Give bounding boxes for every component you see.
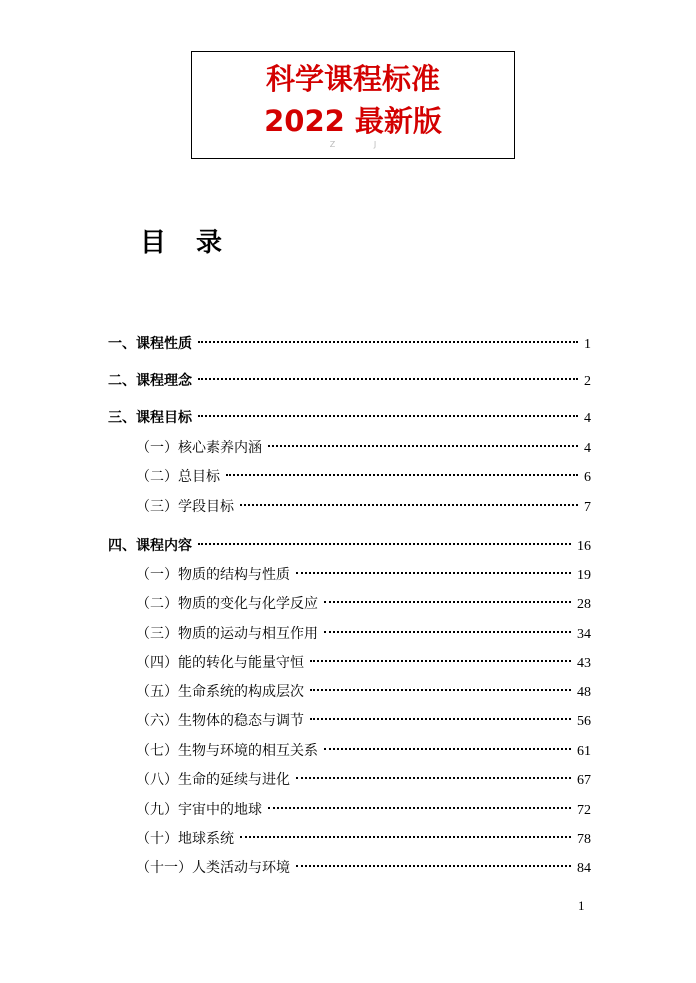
toc-label: （十一）人类活动与环境 <box>136 860 290 876</box>
toc-entry[interactable] <box>108 334 591 354</box>
toc-entry[interactable] <box>136 741 591 761</box>
toc-label: 三、课程目标 <box>108 410 192 426</box>
toc-leader <box>296 865 571 867</box>
toc-page-number: 4 <box>584 411 591 426</box>
toc-label: （一）物质的结构与性质 <box>136 567 290 583</box>
toc-leader <box>324 631 571 633</box>
toc-leader <box>324 748 571 750</box>
toc-leader <box>198 378 578 380</box>
page-number: 1 <box>578 898 585 913</box>
page-title: 目录 <box>140 228 253 258</box>
toc-label: （四）能的转化与能量守恒 <box>136 655 304 671</box>
document-edition: 2022 最新版 <box>264 104 442 138</box>
toc-entry[interactable] <box>136 829 591 849</box>
toc-entry[interactable] <box>136 653 591 673</box>
toc-page-number: 48 <box>577 685 591 700</box>
toc-label: （七）生物与环境的相互关系 <box>136 743 318 759</box>
toc-leader <box>310 718 571 720</box>
toc-label: （三）物质的运动与相互作用 <box>136 626 318 642</box>
toc-leader <box>198 341 578 343</box>
toc-page-number: 19 <box>577 568 591 583</box>
toc-page-number: 4 <box>584 441 591 456</box>
toc-entry[interactable] <box>136 682 591 702</box>
toc-label: （八）生命的延续与进化 <box>136 772 290 788</box>
toc-leader <box>268 445 578 447</box>
toc-entry[interactable] <box>108 408 591 428</box>
toc-label: （十）地球系统 <box>136 831 234 847</box>
toc-label: （二）物质的变化与化学反应 <box>136 596 318 612</box>
toc-page-number: 67 <box>577 773 591 788</box>
toc-leader <box>296 777 571 779</box>
toc-leader <box>198 415 578 417</box>
toc-entry[interactable] <box>136 711 591 731</box>
toc-entry[interactable] <box>136 858 591 878</box>
toc-label: 四、课程内容 <box>108 538 192 554</box>
document-title: 科学课程标准 <box>265 62 440 96</box>
toc-page-number: 16 <box>577 539 591 554</box>
toc-page-number: 28 <box>577 597 591 612</box>
toc-page-number: 7 <box>584 500 591 515</box>
toc-entry[interactable] <box>136 467 591 487</box>
toc-label: （三）学段目标 <box>136 499 234 515</box>
toc-leader <box>198 543 571 545</box>
toc-page-number: 78 <box>577 832 591 847</box>
toc-page-number: 43 <box>577 656 591 671</box>
toc-page-number: 84 <box>577 861 591 876</box>
toc-page-number: 61 <box>577 744 591 759</box>
toc-entry[interactable] <box>136 770 591 790</box>
toc-leader <box>226 474 578 476</box>
toc-label: （六）生物体的稳态与调节 <box>136 713 304 729</box>
toc-leader <box>268 807 571 809</box>
toc-label: （一）核心素养内涵 <box>136 440 262 456</box>
toc-leader <box>310 660 571 662</box>
toc-page-number: 2 <box>584 374 591 389</box>
title-box <box>191 51 515 159</box>
toc-entry[interactable] <box>136 800 591 820</box>
toc-entry[interactable] <box>108 536 591 556</box>
toc-page-number: 1 <box>584 337 591 352</box>
toc-leader <box>296 572 571 574</box>
toc-page-number: 6 <box>584 470 591 485</box>
toc-label: （五）生命系统的构成层次 <box>136 684 304 700</box>
toc-entry[interactable] <box>108 371 591 391</box>
toc-page-number: 72 <box>577 803 591 818</box>
toc-leader <box>324 601 571 603</box>
toc-label: 二、课程理念 <box>108 373 192 389</box>
toc-leader <box>240 504 578 506</box>
toc-entry[interactable] <box>136 438 591 458</box>
toc-entry[interactable] <box>136 497 591 517</box>
toc-page-number: 56 <box>577 714 591 729</box>
watermark: Z J <box>329 140 395 149</box>
toc-label: （九）宇宙中的地球 <box>136 802 262 818</box>
toc-entry[interactable] <box>136 594 591 614</box>
toc-entry[interactable] <box>136 624 591 644</box>
toc-page-number: 34 <box>577 627 591 642</box>
toc-leader <box>240 836 571 838</box>
toc-leader <box>310 689 571 691</box>
toc-label: （二）总目标 <box>136 469 220 485</box>
toc-entry[interactable] <box>136 565 591 585</box>
toc-label: 一、课程性质 <box>108 336 192 352</box>
